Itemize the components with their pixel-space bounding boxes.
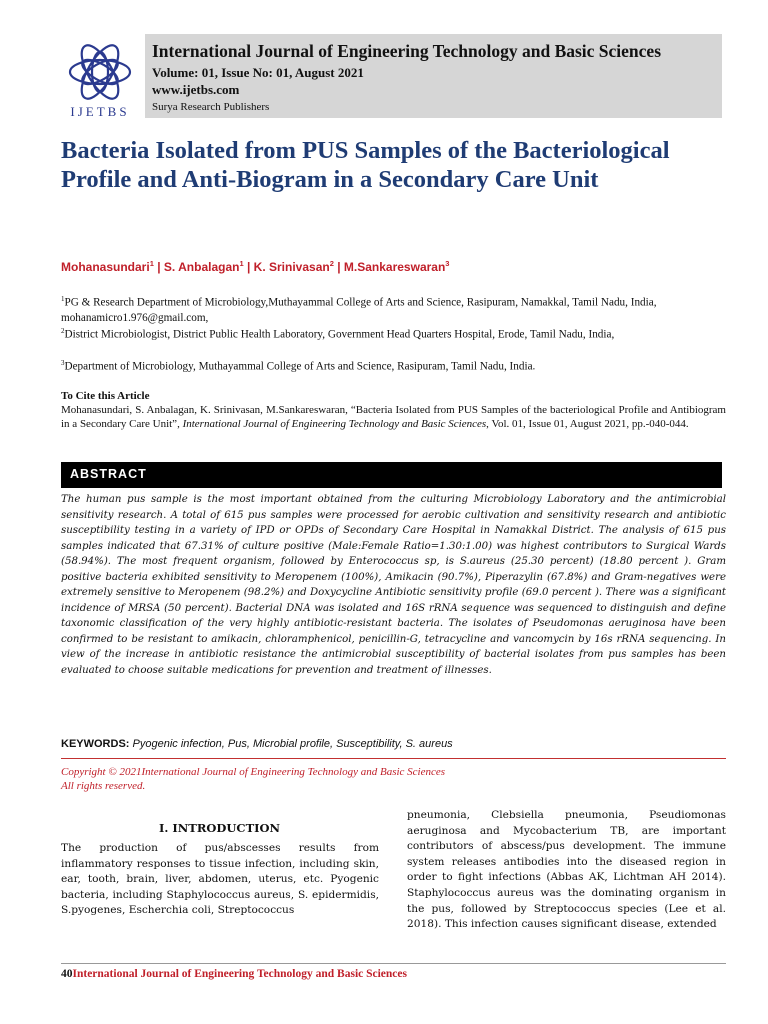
author-name: S. Anbalagan: [163, 260, 240, 274]
affiliation-3: $^3$Department of Microbiology, Muthayammal College of Arts and Science, Rasipuram, Tamil Nadu, India.: [61, 359, 536, 373]
author-affil-sup: 1: [149, 259, 154, 268]
author-separator: |: [153, 260, 164, 274]
footer-journal: International Journal of Engineering Technology and Basic Sciences: [72, 968, 407, 980]
keywords-label: KEYWORDS:: [61, 738, 130, 750]
footer-divider: [61, 963, 726, 964]
article-title: Bacteria Isolated from PUS Samples of the Bacteriological Profile and Anti-Biogram in a Secondary Care Unit: [61, 137, 670, 193]
page-footer: [61, 968, 407, 980]
journal-logo: [58, 36, 142, 120]
introduction-left-column: The production of pus/abscesses results from inflammatory responses to tissue infection, including skin, ear, tooth, brain, liver, abdomen, uterus, etc. Pyogenic bacteria, including Staphylococcus aureus, S. epidermidis, S.pyogenes, Escherchia coli, Streptococcus: [61, 842, 379, 917]
journal-publisher: Surya Research Publishers: [152, 101, 270, 113]
author-affil-sup: 2: [329, 259, 334, 268]
introduction-heading: I. INTRODUCTION: [159, 821, 281, 835]
logo-text: IJETBS: [70, 104, 130, 119]
author-name: Mohanasundari: [61, 260, 150, 274]
copyright-notice: Copyright © 2021International Journal of Engineering Technology and Basic Sciences All rights reserved.: [61, 766, 446, 792]
journal-volume: Volume: 01, Issue No: 01, August 2021: [152, 65, 364, 80]
keywords: [61, 738, 453, 750]
abstract-bar: [61, 462, 722, 488]
author-name: K. Srinivasan: [253, 260, 330, 274]
citation-text: Mohanasundari, S. Anbalagan, K. Srinivasan, M.Sankareswaran, “Bacteria Isolated from PUS Samples of the bacteriological Profile and Antibiogram in a Secondary Care Unit”, International Journal of Engineering Technology and Basic Sciences, Vol. 01, Issue 01, August 2021, pp.-040-044.: [61, 404, 726, 430]
author-separator: |: [333, 260, 344, 274]
journal-website[interactable]: www.ijetbs.com: [152, 82, 240, 97]
journal-title: International Journal of Engineering Technology and Basic Sciences: [152, 41, 662, 61]
citation-heading: To Cite this Article: [61, 390, 150, 402]
page-number: 40: [61, 968, 73, 980]
affiliation-1: $^1$PG & Research Department of Microbiology,Muthayammal College of Arts and Science, Rasipuram, Namakkal, Tamil Nadu, India, mohanamicro1.976@gmail.com,: [61, 295, 657, 325]
keywords-divider: [61, 758, 726, 759]
author-list: [61, 259, 449, 274]
author-name: M.Sankareswaran: [343, 260, 446, 274]
abstract-heading: ABSTRACT: [70, 467, 147, 481]
keywords-text: Pyogenic infection, Pus, Microbial profile, Susceptibility, S. aureus: [129, 738, 453, 750]
affiliation-2: $^2$District Microbiologist, District Public Health Laboratory, Government Head Quarters Hospital, Erode, Tamil Nadu, India,: [61, 327, 615, 341]
author-separator: |: [243, 260, 254, 274]
abstract-text: The human pus sample is the most important obtained from the culturing Microbiology Laboratory and the antimicrobial sensitivity research. A total of 615 pus samples were processed for aerobic cultivation and sensitivity research and antibiotic susceptibility testing in a variety of IPD or OPDs of Secondary Care Hospital in Namakkal District. The analysis of 615 pus samples indicated that 67.31% of culture positive (Male:Female Ratio=1.30:1.00) was highest contributors to Surgical Wards (58.94%). The most frequent organism, followed by Enterococcus sp, is S.aureus (25.30 percent) (18.80 percent ). Gram positive bacteria exhibited sensitivity to Meropenem (100%), Amikacin (90.7%), Piperazylin (67.8%) and Gram-negatives were extremely sensitive to Meropenem (98.2%) and Doxycycline Antibiotic sensitivity profile (69.0 percent ). There was a significant incidence of MRSA (50 percent). Bacterial DNA was isolated and 16S rRNA sequence was sequenced to distinguish and define taxonomic classification of the very highly antibiotic-resistant bacteria. The isolates of Pseudomonas aeruginosa have been confirmed to be resistant to amikacin, chloramphenicol, penicillin-G, tetracycline and vancomycin by 16s rRNA sequencing. In view of the increase in antibiotic resistance the antimicrobial susceptibility of bacterial isolates from pus samples has been evaluated to choose suitable medications for prevention and treatment of illnesses.: [61, 494, 726, 676]
author-affil-sup: 3: [445, 259, 450, 268]
introduction-right-column: pneumonia, Clebsiella pneumonia, Pseudiomonas aeruginosa and Mycobacterium TB, are important contributors of abscess/pus development. The immune system releases antibodies into the diseased region in order to fight infections (Abbas AK, Lichtman AH 2014). Staphylococcus aureus was the dominating organism in the pus, followed by Streptococcus species (Lee et al. 2018). This infection causes significant disease, extended: [407, 809, 726, 931]
author-affil-sup: 1: [239, 259, 244, 268]
